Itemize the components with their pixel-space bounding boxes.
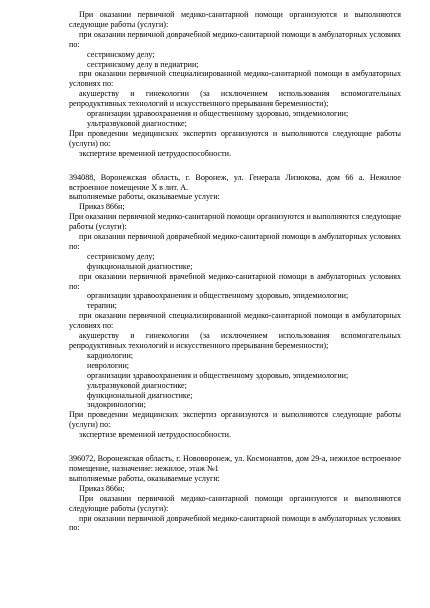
- address-paragraph: 396072, Воронежская область, г. Нововоронеж, ул. Космонавтов, дом 29-а, нежилое встроенное помещение, назначение: нежилое, этаж №1: [69, 454, 401, 473]
- paragraph: При оказании первичной медико-санитарной помощи организуются и выполняются следующие работы (услуги):: [69, 493, 401, 513]
- paragraph: организации здравоохранения и общественному здоровью, эпидемиологии;: [87, 370, 349, 380]
- paragraph: неврологии;: [87, 360, 130, 370]
- paragraph: экспертизе временной нетрудоспособности.: [79, 430, 231, 440]
- paragraph: При проведении медицинских экспертиз организуются и выполняются следующие работы (услуги) по:: [69, 128, 401, 148]
- paragraph: Приказ 866н;: [79, 483, 125, 493]
- paragraph: акушерству и гинекологии (за исключением использования вспомогательных репродуктивных технологий и искусственного прерывания беременности);: [69, 89, 401, 109]
- paragraph: При оказании первичной медико-санитарной помощи организуются и выполняются следующие работы (услуги):: [69, 212, 401, 232]
- paragraph: выполняемые работы, оказываемые услуги:: [69, 192, 220, 202]
- paragraph: при оказании первичной доврачебной медико-санитарной помощи в амбулаторных условиях по:: [69, 232, 401, 251]
- address-paragraph: 394088, Воронежская область, г. Воронеж, ул. Генерала Лизюкова, дом 66 а. Нежилое встроенное помещение X в лит. А.: [69, 172, 401, 192]
- paragraph: При проведении медицинских экспертиз организуются и выполняются следующие работы (услуги) по:: [69, 410, 401, 430]
- paragraph: кардиологии;: [87, 350, 134, 360]
- paragraph: терапии;: [87, 301, 117, 311]
- paragraph: акушерству и гинекологии (за исключением использования вспомогательных репродуктивных технологий и искусственного прерывания беременности);: [69, 331, 401, 350]
- paragraph: при оказании первичной специализированной медико-санитарной помощи в амбулаторных условиях по:: [69, 311, 401, 331]
- paragraph: при оказании первичной специализированной медико-санитарной помощи в амбулаторных условиях по:: [69, 69, 401, 89]
- paragraph: при оказании первичной доврачебной медико-санитарной помощи в амбулаторных условиях по:: [69, 513, 401, 533]
- paragraph: эндокринологии;: [87, 400, 146, 410]
- paragraph: функциональной диагностике;: [87, 261, 193, 271]
- paragraph: сестринскому делу;: [87, 49, 155, 59]
- paragraph: организации здравоохранения и общественному здоровью, эпидемиологии;: [87, 109, 349, 119]
- paragraph: выполняемые работы, оказываемые услуги:: [69, 473, 220, 483]
- paragraph: при оказании первичной доврачебной медико-санитарной помощи в амбулаторных условиях по:: [69, 29, 401, 49]
- paragraph: При оказании первичной медико-санитарной помощи организуются и выполняются следующие работы (услуги):: [69, 10, 401, 29]
- paragraph: Приказ 866н;: [79, 202, 125, 212]
- paragraph: сестринскому делу в педиатрии;: [87, 59, 199, 69]
- paragraph: экспертизе временной нетрудоспособности.: [79, 148, 231, 158]
- paragraph: при оказании первичной врачебной медико-санитарной помощи в амбулаторных условиях по:: [69, 271, 401, 291]
- paragraph: сестринскому делу;: [87, 251, 155, 261]
- paragraph: ультразвуковой диагностике;: [87, 380, 187, 390]
- paragraph: функциональной диагностике;: [87, 390, 193, 400]
- paragraph: организации здравоохранения и общественному здоровью, эпидемиологии;: [87, 291, 349, 301]
- paragraph: ультразвуковой диагностике;: [87, 118, 187, 128]
